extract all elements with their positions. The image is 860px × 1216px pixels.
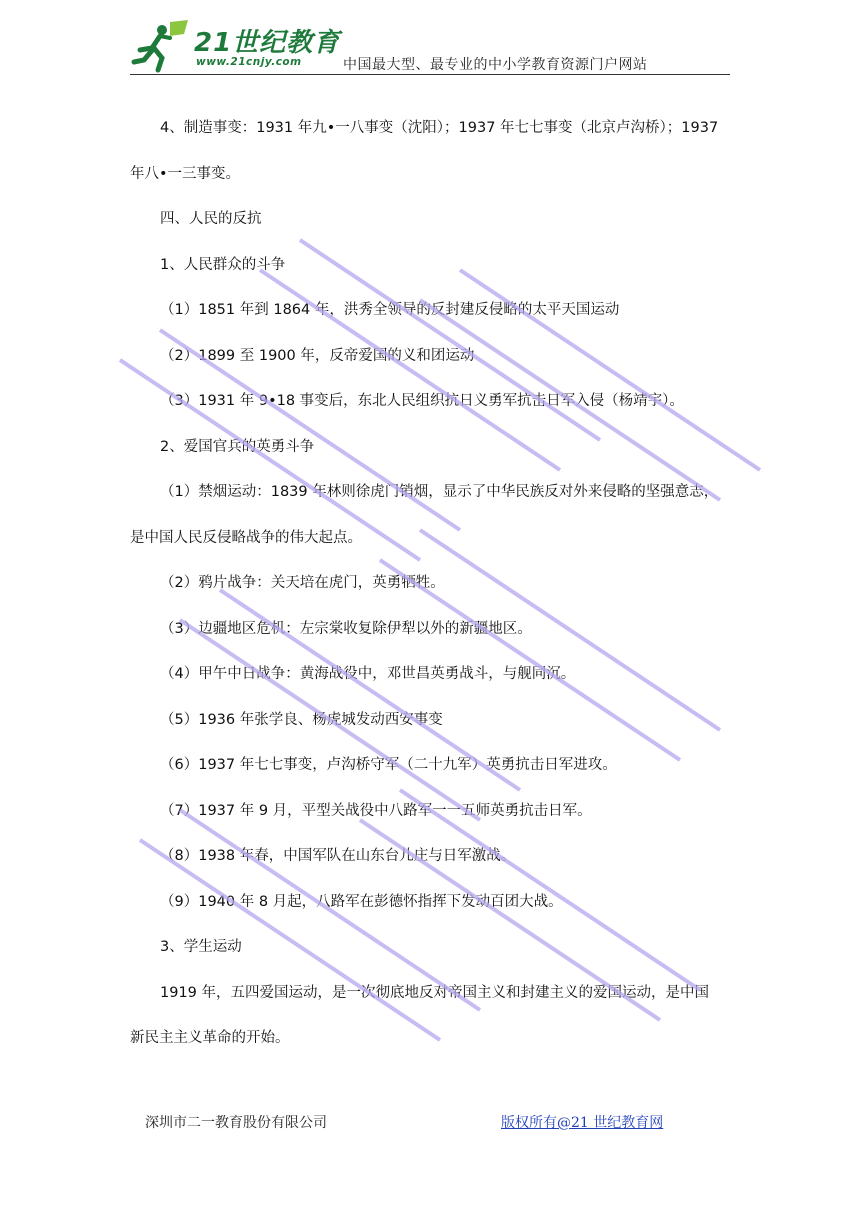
paragraph-line: （5）1936 年张学良、杨虎城发动西安事变 bbox=[160, 711, 443, 728]
logo-title: 21世纪教育 bbox=[194, 28, 341, 58]
paragraph-line: （9）1940 年 8 月起，八路军在彭德怀指挥下发动百团大战。 bbox=[160, 893, 563, 910]
paragraph-line: （4）甲午中日战争：黄海战役中，邓世昌英勇战斗，与舰同沉。 bbox=[160, 666, 576, 682]
paragraph-line: （1）禁烟运动：1839 年林则徐虎门销烟，显示了中华民族反对外来侵略的坚强意志， bbox=[160, 484, 719, 500]
paragraph-line: （2）1899 至 1900 年，反帝爱国的义和团运动 bbox=[160, 347, 475, 364]
paragraph-line: （2）鸦片战争：关天培在虎门，英勇牺牲。 bbox=[160, 575, 445, 591]
paragraph-line: 是中国人民反侵略战争的伟大起点。 bbox=[130, 529, 362, 546]
site-logo[interactable] bbox=[130, 18, 341, 74]
paragraph-line: 4、制造事变：1931 年九•一八事变（沈阳）；1937 年七七事变（北京卢沟桥）；1937 bbox=[160, 120, 719, 136]
paragraph-line: （7）1937 年 9 月，平型关战役中八路军一一五师英勇抗击日军。 bbox=[160, 802, 592, 819]
paragraph-line: 新民主主义革命的开始。 bbox=[130, 1030, 290, 1046]
running-figure-icon bbox=[130, 18, 194, 74]
paragraph-line: 四、人民的反抗 bbox=[160, 211, 262, 227]
paragraph-line: （3）边疆地区危机：左宗棠收复除伊犁以外的新疆地区。 bbox=[160, 620, 532, 637]
paragraph-line: 3、学生运动 bbox=[160, 939, 242, 955]
page-footer bbox=[0, 1108, 860, 1138]
paragraph-line: 2、爱国官兵的英勇斗争 bbox=[160, 438, 315, 455]
paragraph-line: （6）1937 年七七事变，卢沟桥守军（二十九军）英勇抗击日军进攻。 bbox=[160, 757, 617, 773]
paragraph-line: 1919 年，五四爱国运动，是一次彻底地反对帝国主义和封建主义的爱国运动，是中国 bbox=[160, 984, 710, 1001]
logo-url: www.21cnjy.com bbox=[196, 56, 302, 68]
document-body bbox=[130, 106, 733, 1062]
page-header bbox=[130, 18, 730, 76]
paragraph-line: 1、人民群众的斗争 bbox=[160, 256, 286, 273]
paragraph-line: （3）1931 年 9•18 事变后，东北人民组织抗日义勇军抗击日军入侵（杨靖宇）。 bbox=[160, 393, 684, 409]
footer-company: 深圳市二一教育股份有限公司 bbox=[145, 1115, 327, 1131]
paragraph-line: （8）1938 年春，中国军队在山东台儿庄与日军激战。 bbox=[160, 848, 516, 864]
header-divider bbox=[130, 74, 730, 75]
footer-copyright-link[interactable]: 版权所有@21 世纪教育网 bbox=[501, 1115, 664, 1131]
paragraph-line: 年八•一三事变。 bbox=[130, 165, 241, 182]
header-tagline: 中国最大型、最专业的中小学教育资源门户网站 bbox=[343, 57, 648, 73]
paragraph-line: （1）1851 年到 1864 年，洪秀全领导的反封建反侵略的太平天国运动 bbox=[160, 302, 620, 318]
